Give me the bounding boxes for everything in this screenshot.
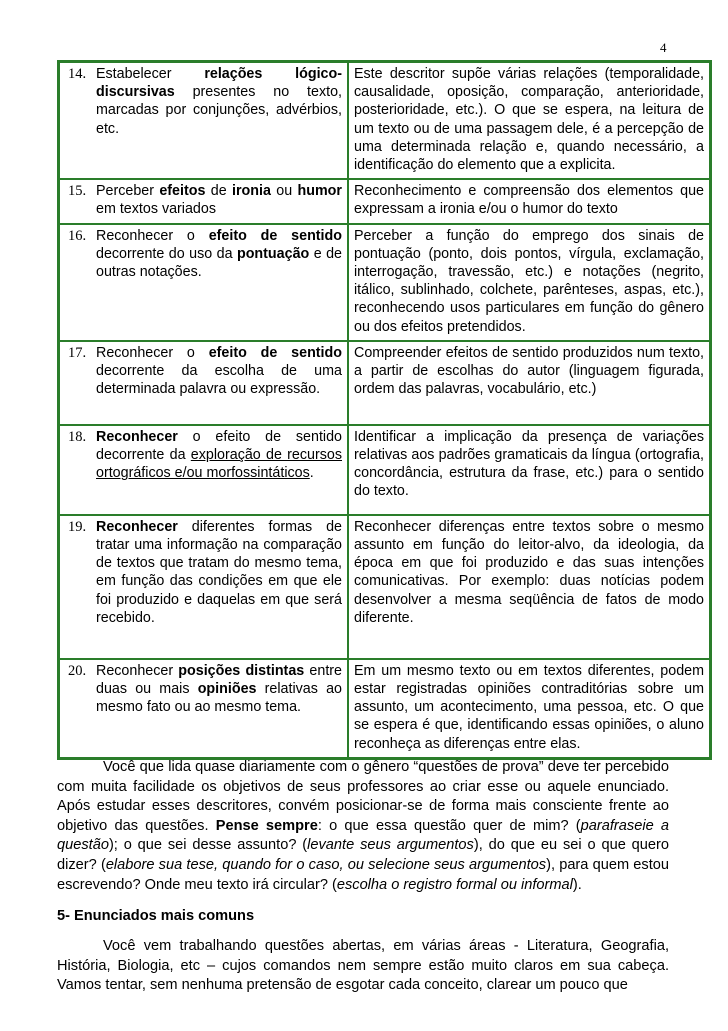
descriptor-row [59,425,711,515]
paragraph-text: ). [572,876,582,893]
page-number: 4 [660,40,667,55]
paragraph-text: Você que lida quase diariamente com o gênero “questões de prova” deve ter percebido com muita facilidade os objetivos de seus professores ao criar esse ou aquele enunciado. Após estudar esses descritores, convém posicionar-se de forma mais consciente frente ao objetivo das questões. [57,759,669,834]
descriptor-skill-text: Reconhecer [96,518,178,535]
descriptor-explanation: Em um mesmo texto ou em textos diferentes, podem estar registradas opiniões contraditórias sobre um assunto, um acontecimento, uma pessoa, etc. O que se espera é que, identificando essas opiniões, o aluno reconheça as diferenças entre elas. [348,659,711,759]
paragraph-text: parafraseie a questão [57,817,669,854]
descriptor-row [59,179,711,223]
descriptor-skill-text: Perceber [96,183,160,200]
descriptor-skill [59,179,349,223]
descriptor-skill [59,224,349,341]
paragraph-questoes-de-prova [57,758,669,895]
descriptor-row [59,224,711,341]
paragraph-text: ), para quem estou escrevendo? Onde meu texto irá circular? ( [57,856,669,893]
descriptor-skill-text: humor [297,183,342,200]
descriptor-row [59,62,711,180]
descriptor-row [59,659,711,759]
descriptor-skill-text: Reconhecer o [96,227,209,244]
descriptor-skill [59,425,349,515]
descriptor-skill-text: efeito de sentido [208,227,342,244]
descriptor-row [59,341,711,425]
descriptor-skill-text: exploração de recursos ortográficos e/ou morfossintáticos [96,447,342,482]
descriptor-skill-text: posições distintas [178,662,305,679]
paragraph-text: Pense sempre [215,817,318,834]
descriptor-skill-text: decorrente do uso da [96,245,237,262]
descriptor-explanation: Compreender efeitos de sentido produzidos num texto, a partir de escolhas do autor (linguagem figurada, ordem das palavras, vocabulário, etc.) [348,341,711,425]
descriptor-explanation: Reconhecer diferenças entre textos sobre o mesmo assunto em função do leitor-alvo, da ideologia, da época em que foi produzido e das suas intenções comunicativas. Por exemplo: duas notícias podem desenvolver a mesma seqüência de fatos de modo diferente. [348,515,711,659]
descriptor-number: 19. [68,518,87,535]
descriptor-skill-text: e de outras notações. [96,245,342,281]
paragraph-text: levante seus argumentos [307,837,474,854]
descriptor-skill-text: em textos variados [96,201,216,218]
descriptor-explanation: Identificar a implicação da presença de variações relativas aos padrões gramaticais da língua (ortografia, concordância, estrutura da frase, etc.) para o sentido do texto. [348,425,711,515]
descriptor-skill-text: opiniões [197,681,257,698]
section-heading: 5- Enunciados mais comuns [57,908,255,924]
descriptor-skill-text: diferentes formas de tratar uma informação na comparação de textos que tratam do mesmo tema, em função das condições em que ele foi produzido e daquelas em que será recebido. [96,518,342,626]
paragraph-enunciados: Você vem trabalhando questões abertas, em várias áreas - Literatura, Geografia, História, Biologia, etc – cujos comandos nem sempre estão muito claros em sua cabeça. Vamos tentar, sem nenhuma pretensão de esgotar cada conceito, clarear um pouco que [57,938,669,994]
descriptor-skill-text: efeitos [159,183,206,200]
descriptor-explanation: Perceber a função do emprego dos sinais de pontuação (ponto, dois pontos, vírgula, exclamação, interrogação, travessão, etc.) e notações (negrito, itálico, sublinhado, colchete, parênteses, aspas, etc.), reconhecendo usos particulares em função do gênero ou dos efeitos pretendidos. [348,224,711,341]
descriptor-explanation: Reconhecimento e compreensão dos elementos que expressam a ironia e/ou o humor do texto [348,179,711,223]
descriptor-number: 14. [68,66,87,82]
descriptor-skill-text: de [205,183,232,200]
descriptor-skill-text: entre duas ou mais [96,662,343,698]
descriptor-skill-text: . [309,465,314,482]
paragraph-text: ); o que sei desse assunto? ( [108,837,308,854]
descriptor-skill-text: relações lógico-discursivas [96,66,342,101]
paragraph-text: elabore sua tese, quando for o caso, ou selecione seus argumentos [105,856,547,873]
descriptor-skill-text: Estabelecer [96,66,205,82]
descriptor-number: 15. [68,183,87,200]
descriptor-row [59,515,711,659]
descriptor-skill [59,659,349,759]
descriptor-skill [59,515,349,659]
descriptor-skill-text: decorrente da escolha de uma determinada palavra ou expressão. [96,363,342,398]
descriptor-number: 18. [68,428,87,445]
descriptor-skill-text: Reconhecer [96,662,179,679]
descriptor-explanation: Este descritor supõe várias relações (temporalidade, causalidade, oposição, comparação, anterioridade, posterioridade, etc.). O que se espera, na leitura de um texto ou de uma passagem dele, é a percepção de uma determinada relação e, quando necessário, a identificação do elemento que a explicita. [348,62,711,180]
descriptor-number: 20. [68,662,87,679]
descriptor-skill-text: ou [270,183,298,200]
descriptor-skill-text: ironia [232,183,271,200]
paragraph-text: escolha o registro formal ou informal [336,876,573,893]
descriptor-number: 16. [68,227,87,244]
descriptor-skill-text: Reconhecer [96,428,178,445]
paragraph-text: ), do que eu sei o que quero dizer? ( [57,837,670,873]
descriptor-skill-text: Reconhecer o [96,344,209,361]
descriptor-skill-text: efeito de sentido [208,344,342,361]
descriptor-skill-text: pontuação [236,245,310,262]
paragraph-text: : o que essa questão quer de mim? ( [317,817,581,834]
descriptor-number: 17. [68,344,87,361]
descriptor-skill [59,62,349,180]
descriptor-skill [59,341,349,425]
descriptor-skill-text: presentes no texto, marcadas por conjunções, advérbios, etc. [96,84,342,137]
descriptor-skill-text: relativas ao mesmo fato ou ao mesmo tema. [96,681,342,716]
descriptor-table [57,60,712,760]
descriptor-skill-text: o efeito de sentido decorrente da [96,428,342,464]
